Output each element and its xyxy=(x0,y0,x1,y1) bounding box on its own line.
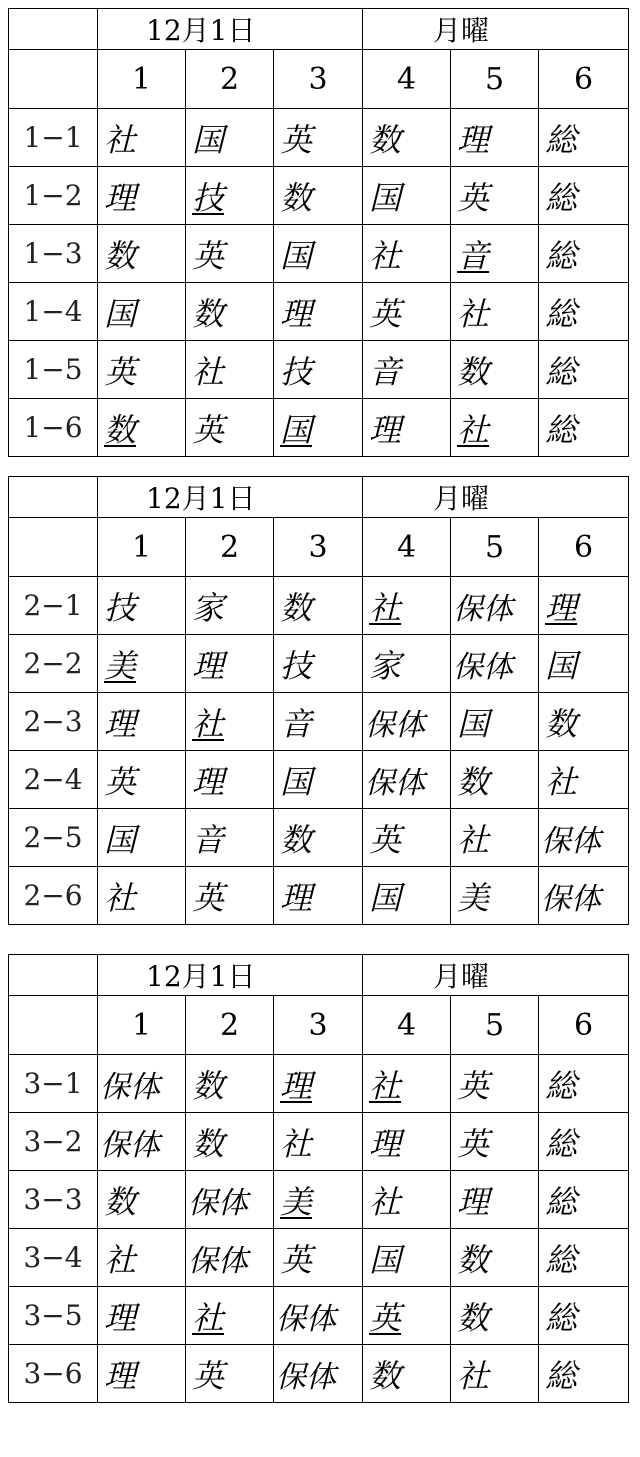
corner-cell xyxy=(9,50,98,109)
subject-cell xyxy=(451,1113,539,1171)
class-row xyxy=(9,693,629,751)
subject-cell xyxy=(274,693,363,751)
date-label: 12月1日 xyxy=(98,477,363,518)
subject-cell xyxy=(186,109,274,167)
subject-cell xyxy=(451,867,539,925)
subject-text: 数 xyxy=(104,236,137,275)
period-number: 3 xyxy=(274,996,363,1055)
subject-cell xyxy=(539,167,629,225)
subject-text: 理 xyxy=(545,588,578,627)
subject-cell xyxy=(98,399,186,457)
subject-text: 英 xyxy=(192,410,225,449)
weekday-label: 月曜 xyxy=(363,955,629,996)
subject-text: 理 xyxy=(280,1066,313,1105)
subject-cell xyxy=(274,867,363,925)
subject-cell xyxy=(363,283,451,341)
subject-text: 数 xyxy=(369,120,402,159)
corner-cell xyxy=(9,9,98,50)
class-row xyxy=(9,635,629,693)
subject-cell xyxy=(186,635,274,693)
subject-cell xyxy=(539,1287,629,1345)
subject-text: 保体 xyxy=(365,707,426,743)
subject-text: 技 xyxy=(280,352,313,391)
class-label: 2−1 xyxy=(9,577,98,635)
subject-cell xyxy=(186,1113,274,1171)
class-label: 2−3 xyxy=(9,693,98,751)
subject-cell xyxy=(98,1055,186,1113)
subject-text: 国 xyxy=(280,410,313,449)
subject-cell xyxy=(539,751,629,809)
class-row xyxy=(9,167,629,225)
subject-cell xyxy=(451,809,539,867)
subject-text: 国 xyxy=(369,1240,402,1279)
subject-text: 総 xyxy=(545,236,578,275)
timetable-grade-3 xyxy=(8,954,629,1403)
class-row xyxy=(9,1345,629,1403)
subject-text: 数 xyxy=(457,762,490,801)
subject-text: 社 xyxy=(280,1124,313,1163)
subject-text: 国 xyxy=(280,236,313,275)
period-number: 6 xyxy=(539,50,629,109)
subject-cell xyxy=(274,809,363,867)
period-number: 3 xyxy=(274,50,363,109)
subject-cell xyxy=(98,577,186,635)
subject-text: 美 xyxy=(457,878,490,917)
subject-cell xyxy=(451,225,539,283)
subject-text: 数 xyxy=(457,1298,490,1337)
subject-cell xyxy=(451,1171,539,1229)
subject-text: 技 xyxy=(104,588,137,627)
class-label: 1−4 xyxy=(9,283,98,341)
subject-text: 国 xyxy=(457,704,490,743)
class-row xyxy=(9,225,629,283)
period-number: 6 xyxy=(539,518,629,577)
class-row xyxy=(9,1229,629,1287)
subject-cell xyxy=(98,1171,186,1229)
subject-text: 音 xyxy=(280,704,313,743)
weekday-label: 月曜 xyxy=(363,477,629,518)
class-label: 3−3 xyxy=(9,1171,98,1229)
timetable-grade-2 xyxy=(8,476,629,925)
date-label: 12月1日 xyxy=(98,955,363,996)
subject-cell xyxy=(98,109,186,167)
subject-text: 総 xyxy=(545,178,578,217)
subject-cell xyxy=(363,577,451,635)
subject-text: 社 xyxy=(369,588,402,627)
subject-text: 社 xyxy=(192,352,225,391)
subject-cell xyxy=(98,1113,186,1171)
subject-text: 数 xyxy=(280,588,313,627)
subject-text: 総 xyxy=(545,294,578,333)
subject-cell xyxy=(539,1171,629,1229)
subject-text: 保体 xyxy=(276,1359,336,1395)
subject-text: 技 xyxy=(192,178,225,217)
subject-cell xyxy=(186,1055,274,1113)
subject-cell xyxy=(539,341,629,399)
class-label: 2−6 xyxy=(9,867,98,925)
subject-text: 総 xyxy=(545,1124,578,1163)
subject-cell xyxy=(274,109,363,167)
subject-cell xyxy=(98,1229,186,1287)
period-number: 1 xyxy=(98,50,186,109)
subject-cell xyxy=(539,1113,629,1171)
subject-text: 国 xyxy=(104,294,137,333)
subject-cell xyxy=(98,1345,186,1403)
class-row xyxy=(9,283,629,341)
subject-cell xyxy=(186,1229,274,1287)
subject-text: 保体 xyxy=(100,1069,160,1105)
subject-cell xyxy=(186,867,274,925)
subject-text: 音 xyxy=(192,820,225,859)
subject-text: 保体 xyxy=(453,649,514,685)
subject-text: 社 xyxy=(457,820,490,859)
class-row xyxy=(9,867,629,925)
period-row xyxy=(9,518,629,577)
period-row xyxy=(9,50,629,109)
class-row xyxy=(9,1113,629,1171)
subject-cell xyxy=(363,109,451,167)
subject-cell xyxy=(186,167,274,225)
class-row xyxy=(9,809,629,867)
subject-cell xyxy=(274,1287,363,1345)
subject-text: 音 xyxy=(369,352,402,391)
subject-text: 理 xyxy=(280,878,313,917)
class-row xyxy=(9,399,629,457)
period-number: 3 xyxy=(274,518,363,577)
subject-cell xyxy=(451,1345,539,1403)
subject-cell xyxy=(98,809,186,867)
subject-cell xyxy=(539,577,629,635)
subject-text: 保体 xyxy=(100,1127,160,1163)
subject-text: 国 xyxy=(545,646,578,685)
subject-text: 英 xyxy=(104,762,137,801)
subject-cell xyxy=(186,1345,274,1403)
timetable-grade-1 xyxy=(8,8,629,457)
subject-cell xyxy=(451,283,539,341)
subject-cell xyxy=(451,1229,539,1287)
subject-cell xyxy=(539,1229,629,1287)
subject-cell xyxy=(363,1287,451,1345)
period-number: 2 xyxy=(186,518,274,577)
subject-cell xyxy=(98,1287,186,1345)
subject-text: 英 xyxy=(369,294,402,333)
subject-cell xyxy=(186,693,274,751)
subject-text: 数 xyxy=(280,178,313,217)
period-number: 2 xyxy=(186,50,274,109)
subject-cell xyxy=(98,751,186,809)
class-label: 2−5 xyxy=(9,809,98,867)
class-label: 3−6 xyxy=(9,1345,98,1403)
header-row xyxy=(9,477,629,518)
subject-cell xyxy=(451,577,539,635)
subject-text: 理 xyxy=(457,120,490,159)
subject-cell xyxy=(363,635,451,693)
subject-text: 総 xyxy=(545,1066,578,1105)
subject-text: 保体 xyxy=(365,765,426,801)
subject-text: 国 xyxy=(280,762,313,801)
date-label: 12月1日 xyxy=(98,9,363,50)
subject-cell xyxy=(363,751,451,809)
subject-cell xyxy=(539,1055,629,1113)
period-number: 2 xyxy=(186,996,274,1055)
subject-text: 社 xyxy=(192,1298,225,1337)
class-row xyxy=(9,1055,629,1113)
class-label: 2−4 xyxy=(9,751,98,809)
subject-cell xyxy=(363,867,451,925)
subject-cell xyxy=(98,283,186,341)
subject-text: 美 xyxy=(104,646,137,685)
class-label: 3−4 xyxy=(9,1229,98,1287)
period-number: 5 xyxy=(451,50,539,109)
period-number: 5 xyxy=(451,518,539,577)
subject-text: 保体 xyxy=(541,881,602,917)
class-row xyxy=(9,341,629,399)
subject-text: 社 xyxy=(457,410,490,449)
subject-cell xyxy=(186,399,274,457)
class-label: 2−2 xyxy=(9,635,98,693)
header-row xyxy=(9,9,629,50)
subject-text: 数 xyxy=(192,294,225,333)
subject-text: 数 xyxy=(457,1240,490,1279)
subject-text: 理 xyxy=(280,294,313,333)
subject-text: 英 xyxy=(192,878,225,917)
subject-text: 数 xyxy=(457,352,490,391)
class-row xyxy=(9,1171,629,1229)
subject-text: 理 xyxy=(104,1298,137,1337)
subject-text: 社 xyxy=(104,878,137,917)
subject-cell xyxy=(274,1113,363,1171)
subject-text: 技 xyxy=(280,646,313,685)
subject-text: 英 xyxy=(369,1298,402,1337)
subject-text: 数 xyxy=(104,1182,137,1221)
subject-text: 英 xyxy=(369,820,402,859)
subject-cell xyxy=(451,167,539,225)
subject-text: 総 xyxy=(545,352,578,391)
subject-text: 家 xyxy=(192,588,225,627)
subject-text: 理 xyxy=(104,704,137,743)
subject-text: 理 xyxy=(192,762,225,801)
period-number: 6 xyxy=(539,996,629,1055)
subject-cell xyxy=(539,867,629,925)
subject-text: 家 xyxy=(369,646,402,685)
weekday-label: 月曜 xyxy=(363,9,629,50)
subject-cell xyxy=(451,635,539,693)
corner-cell xyxy=(9,477,98,518)
subject-cell xyxy=(363,809,451,867)
subject-text: 英 xyxy=(192,1356,225,1395)
subject-cell xyxy=(451,1287,539,1345)
subject-cell xyxy=(98,225,186,283)
subject-text: 社 xyxy=(192,704,225,743)
subject-text: 総 xyxy=(545,1182,578,1221)
period-number: 4 xyxy=(363,50,451,109)
subject-text: 理 xyxy=(369,410,402,449)
subject-text: 保体 xyxy=(276,1301,336,1337)
subject-text: 社 xyxy=(104,120,137,159)
subject-text: 社 xyxy=(369,236,402,275)
subject-cell xyxy=(363,399,451,457)
subject-text: 音 xyxy=(457,236,490,275)
subject-text: 数 xyxy=(545,704,578,743)
class-row xyxy=(9,1287,629,1345)
subject-text: 数 xyxy=(192,1066,225,1105)
subject-cell xyxy=(274,751,363,809)
subject-cell xyxy=(363,693,451,751)
subject-text: 理 xyxy=(457,1182,490,1221)
period-number: 4 xyxy=(363,996,451,1055)
subject-text: 保体 xyxy=(453,591,514,627)
corner-cell xyxy=(9,955,98,996)
subject-cell xyxy=(539,109,629,167)
period-number: 1 xyxy=(98,996,186,1055)
subject-cell xyxy=(98,635,186,693)
subject-text: 英 xyxy=(457,1066,490,1105)
subject-text: 保体 xyxy=(541,823,602,859)
subject-cell xyxy=(274,1055,363,1113)
subject-cell xyxy=(98,341,186,399)
subject-text: 社 xyxy=(457,1356,490,1395)
period-number: 5 xyxy=(451,996,539,1055)
subject-text: 英 xyxy=(457,178,490,217)
subject-cell xyxy=(363,1345,451,1403)
subject-cell xyxy=(451,341,539,399)
period-number: 1 xyxy=(98,518,186,577)
subject-text: 社 xyxy=(545,762,578,801)
subject-cell xyxy=(274,1345,363,1403)
subject-text: 数 xyxy=(369,1356,402,1395)
class-label: 3−1 xyxy=(9,1055,98,1113)
subject-cell xyxy=(98,693,186,751)
subject-text: 社 xyxy=(457,294,490,333)
subject-cell xyxy=(363,341,451,399)
class-label: 1−1 xyxy=(9,109,98,167)
subject-cell xyxy=(274,341,363,399)
subject-text: 英 xyxy=(280,120,313,159)
period-number: 4 xyxy=(363,518,451,577)
subject-text: 国 xyxy=(192,120,225,159)
class-label: 1−5 xyxy=(9,341,98,399)
subject-cell xyxy=(98,167,186,225)
subject-cell xyxy=(539,225,629,283)
subject-cell xyxy=(274,225,363,283)
subject-text: 理 xyxy=(104,178,137,217)
subject-text: 社 xyxy=(369,1182,402,1221)
subject-text: 国 xyxy=(104,820,137,859)
subject-cell xyxy=(451,109,539,167)
subject-cell xyxy=(186,809,274,867)
subject-text: 総 xyxy=(545,1356,578,1395)
subject-text: 理 xyxy=(104,1356,137,1395)
subject-cell xyxy=(539,399,629,457)
subject-cell xyxy=(274,1171,363,1229)
subject-cell xyxy=(186,341,274,399)
subject-cell xyxy=(363,167,451,225)
subject-cell xyxy=(274,577,363,635)
subject-cell xyxy=(274,283,363,341)
class-label: 3−2 xyxy=(9,1113,98,1171)
subject-text: 数 xyxy=(192,1124,225,1163)
subject-cell xyxy=(363,1113,451,1171)
corner-cell xyxy=(9,996,98,1055)
subject-text: 数 xyxy=(104,410,137,449)
subject-text: 理 xyxy=(369,1124,402,1163)
subject-text: 総 xyxy=(545,120,578,159)
subject-text: 社 xyxy=(369,1066,402,1105)
class-row xyxy=(9,577,629,635)
period-row xyxy=(9,996,629,1055)
subject-text: 数 xyxy=(280,820,313,859)
subject-cell xyxy=(539,693,629,751)
subject-text: 美 xyxy=(280,1182,313,1221)
subject-cell xyxy=(274,635,363,693)
subject-cell xyxy=(451,751,539,809)
subject-cell xyxy=(539,635,629,693)
subject-cell xyxy=(186,225,274,283)
subject-cell xyxy=(539,809,629,867)
subject-cell xyxy=(363,1055,451,1113)
subject-cell xyxy=(186,1287,274,1345)
subject-cell xyxy=(186,577,274,635)
subject-cell xyxy=(363,1171,451,1229)
class-label: 1−3 xyxy=(9,225,98,283)
subject-text: 保体 xyxy=(188,1185,248,1221)
subject-text: 英 xyxy=(457,1124,490,1163)
subject-cell xyxy=(451,693,539,751)
subject-cell xyxy=(539,283,629,341)
subject-text: 総 xyxy=(545,410,578,449)
subject-cell xyxy=(363,225,451,283)
class-row xyxy=(9,109,629,167)
subject-text: 理 xyxy=(192,646,225,685)
subject-cell xyxy=(274,1229,363,1287)
class-label: 1−2 xyxy=(9,167,98,225)
subject-text: 社 xyxy=(104,1240,137,1279)
subject-text: 国 xyxy=(369,878,402,917)
subject-cell xyxy=(451,399,539,457)
class-label: 1−6 xyxy=(9,399,98,457)
subject-text: 英 xyxy=(192,236,225,275)
subject-text: 総 xyxy=(545,1298,578,1337)
subject-cell xyxy=(186,751,274,809)
subject-text: 英 xyxy=(104,352,137,391)
subject-cell xyxy=(186,1171,274,1229)
class-label: 3−5 xyxy=(9,1287,98,1345)
corner-cell xyxy=(9,518,98,577)
subject-text: 英 xyxy=(280,1240,313,1279)
subject-cell xyxy=(274,399,363,457)
subject-cell xyxy=(451,1055,539,1113)
subject-text: 国 xyxy=(369,178,402,217)
subject-cell xyxy=(186,283,274,341)
subject-text: 保体 xyxy=(188,1243,248,1279)
subject-cell xyxy=(98,867,186,925)
subject-cell xyxy=(363,1229,451,1287)
header-row xyxy=(9,955,629,996)
subject-cell xyxy=(274,167,363,225)
subject-cell xyxy=(539,1345,629,1403)
subject-text: 総 xyxy=(545,1240,578,1279)
class-row xyxy=(9,751,629,809)
